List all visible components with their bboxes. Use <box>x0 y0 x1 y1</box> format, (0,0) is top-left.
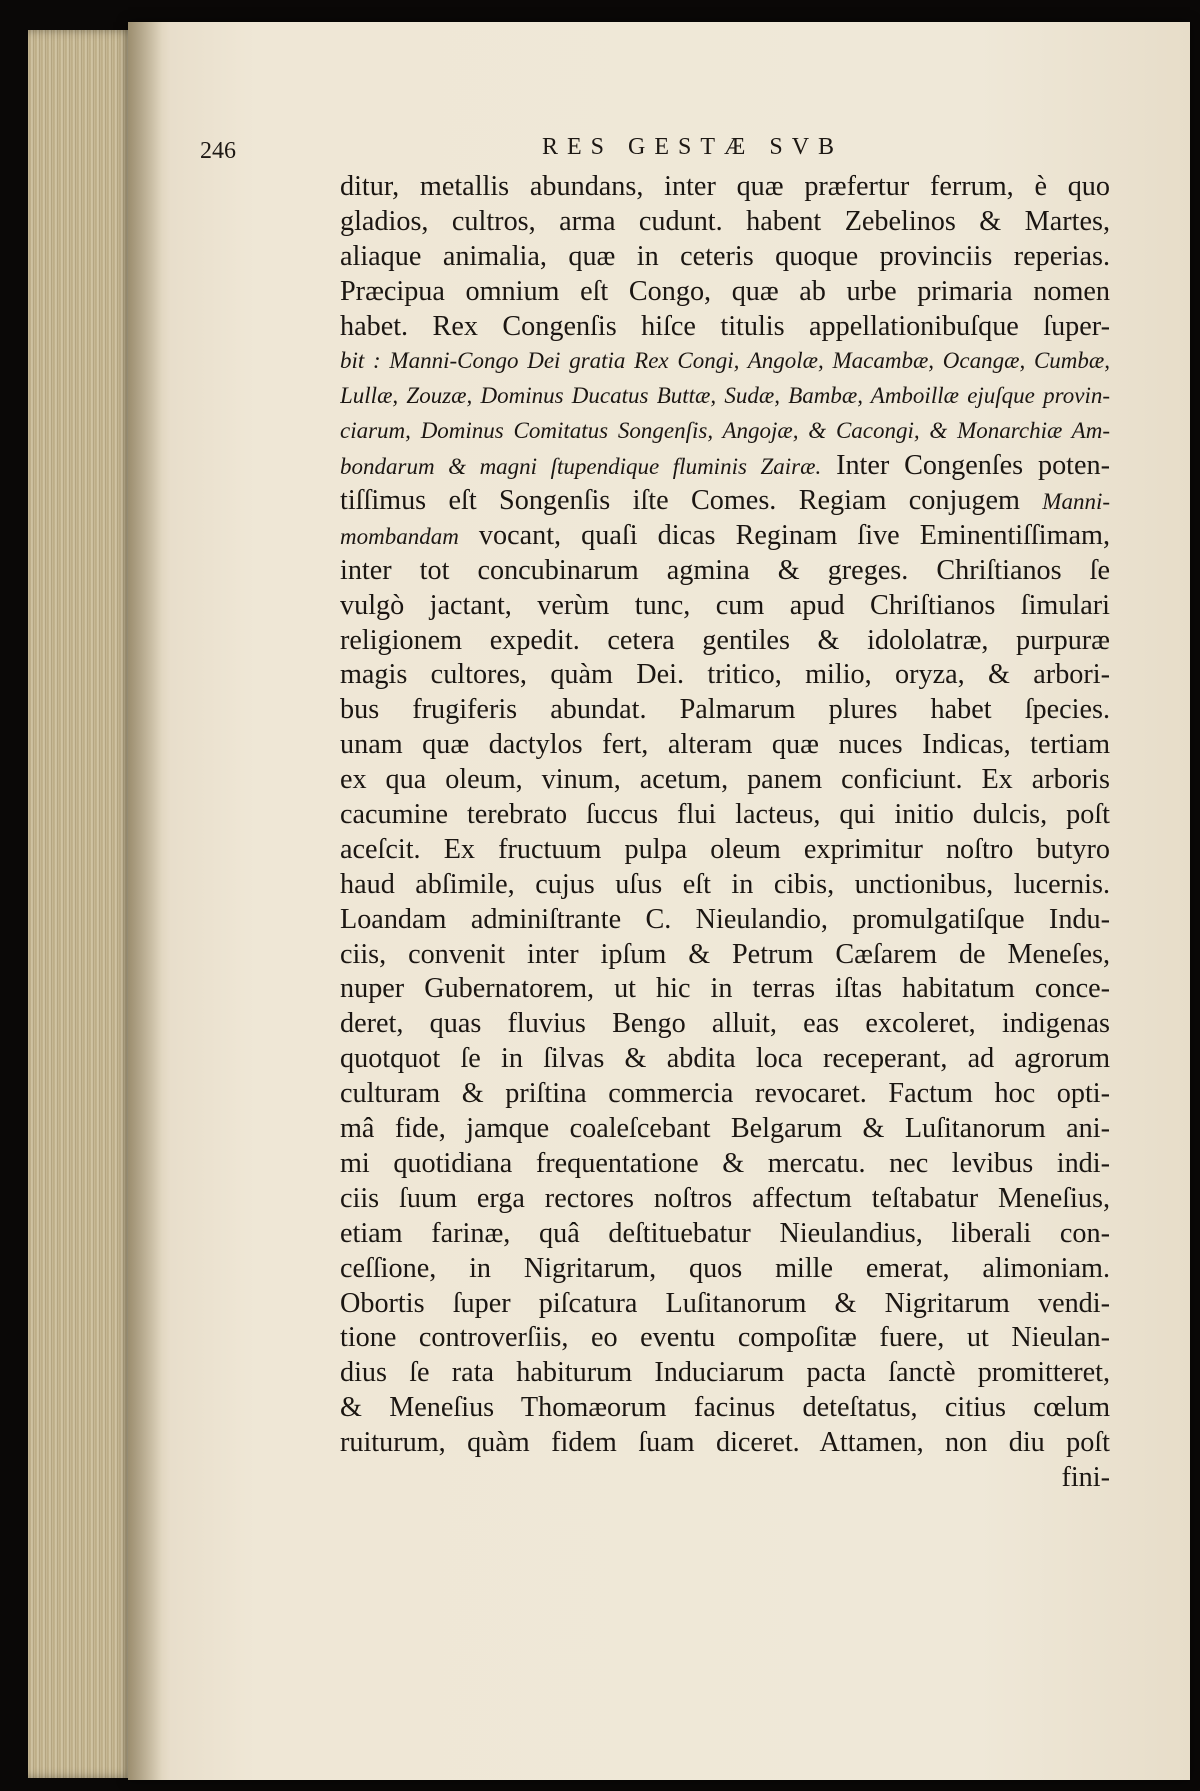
italic-run: mombandam <box>340 523 459 549</box>
text-line: aceſcit. Ex fructuum pulpa oleum exprimitur noſtro butyro <box>340 833 1110 865</box>
text-line: ceſſione, in Nigritarum, quos mille emerat, alimoniam. <box>340 1252 1110 1284</box>
text-line: Loandam adminiſtrante C. Nieulandio, promulgatiſque Indu- <box>340 903 1110 935</box>
text-line: aliaque animalia, quæ in ceteris quoque provinciis reperias. <box>340 240 1110 272</box>
text-line: vulgò jactant, verùm tunc, cum apud Chriſtianos ſimulari <box>340 589 1110 621</box>
text-line: unam quæ dactylos fert, alteram quæ nuces Indicas, tertiam <box>340 729 1110 761</box>
text-line: quotquot ſe in ſilvas & abdita loca receperant, ad agrorum <box>340 1043 1110 1075</box>
text-line: Obortis ſuper piſcatura Luſitanorum & Nigritarum vendi- <box>340 1287 1110 1319</box>
text-line: ruiturum, quàm fidem ſuam diceret. Attamen, non diu poſt <box>340 1427 1110 1459</box>
text-line: deret, quas fluvius Bengo alluit, eas excoleret, indigenas <box>340 1008 1110 1040</box>
text-line: magis cultores, quàm Dei. tritico, milio, oryza, & arbori- <box>340 659 1110 691</box>
text-line: mâ fide, jamque coaleſcebant Belgarum & Luſitanorum ani- <box>340 1113 1110 1145</box>
text-line: & Meneſius Thomæorum facinus deteſtatus, citius cœlum <box>340 1392 1110 1424</box>
roman-run: vocant, quaſi dicas Reginam ſive Eminentiſſimam, <box>478 519 1110 551</box>
text-line: Præcipua omnium eſt Congo, quæ ab urbe primaria nomen <box>340 275 1110 307</box>
text-line: ciis, convenit inter ipſum & Petrum Cæſarem de Meneſes, <box>340 938 1110 970</box>
italic-run: Manni- <box>1042 489 1110 515</box>
text-line: ciis ſuum erga rectores noſtros affectum teſtabatur Meneſius, <box>340 1182 1110 1214</box>
text-line: gladios, cultros, arma cudunt. habent Zebelinos & Martes, <box>340 205 1110 237</box>
text-line: dius ſe rata habiturum Induciarum pacta ſanctè promitteret, <box>340 1357 1110 1389</box>
catchword: fini- <box>1061 1461 1110 1493</box>
roman-run: Inter Congenſes poten- <box>836 450 1110 482</box>
text-line: ex qua oleum, vinum, acetum, panem conficiunt. Ex arboris <box>340 764 1110 796</box>
text-line <box>340 484 1110 519</box>
text-line-italic: bit : Manni-Congo Dei gratia Rex Congi, Angolæ, Macambæ, Ocangæ, Cumbæ, <box>340 348 1110 374</box>
text-line: bus frugiferis abundat. Palmarum plures habet ſpecies. <box>340 694 1110 726</box>
text-line: culturam & priſtina commercia revocaret. Factum hoc opti- <box>340 1078 1110 1110</box>
text-line: mi quotidiana frequentatione & mercatu. nec levibus indi- <box>340 1147 1110 1179</box>
text-line: etiam farinæ, quâ deſtituebatur Nieulandius, liberali con- <box>340 1217 1110 1249</box>
italic-run: bondarum & magni ſtupendique fluminis Zairæ. <box>340 454 822 480</box>
text-line: ditur, metallis abundans, inter quæ præfertur ferrum, è quo <box>340 171 1110 202</box>
text-line <box>340 519 1110 554</box>
text-line: tione controverſiis, eo eventu compoſitæ fuere, ut Nieulan- <box>340 1322 1110 1354</box>
text-line <box>340 449 1110 484</box>
text-line-italic: ciarum, Dominus Comitatus Songenſis, Angojæ, & Cacongi, & Monarchiæ Am- <box>340 418 1110 444</box>
text-line: inter tot concubinarum agmina & greges. Chriſtianos ſe <box>340 554 1110 586</box>
text-line-italic: Lullæ, Zouzæ, Dominus Ducatus Buttæ, Sudæ, Bambæ, Amboillæ ejuſque provin- <box>340 383 1110 409</box>
running-head: RES GESTÆ SVB <box>542 134 844 160</box>
text-line: cacumine terebrato ſuccus flui lacteus, qui initio dulcis, poſt <box>340 799 1110 831</box>
text-line: haud abſimile, cujus uſus eſt in cibis, unctionibus, lucernis. <box>340 868 1110 900</box>
page-number: 246 <box>200 138 236 164</box>
roman-run: tiſſimus eſt Songenſis iſte Comes. Regiam conjugem <box>340 485 1020 517</box>
text-line: habet. Rex Congenſis hiſce titulis appellationibuſque ſuper- <box>340 310 1110 342</box>
page-header <box>200 134 1110 168</box>
text-line: nuper Gubernatorem, ut hic in terras iſtas habitatum conce- <box>340 973 1110 1005</box>
page-edges <box>28 30 138 1778</box>
text-block <box>340 170 1110 1496</box>
text-line: religionem expedit. cetera gentiles & idololatræ, purpuræ <box>340 624 1110 656</box>
